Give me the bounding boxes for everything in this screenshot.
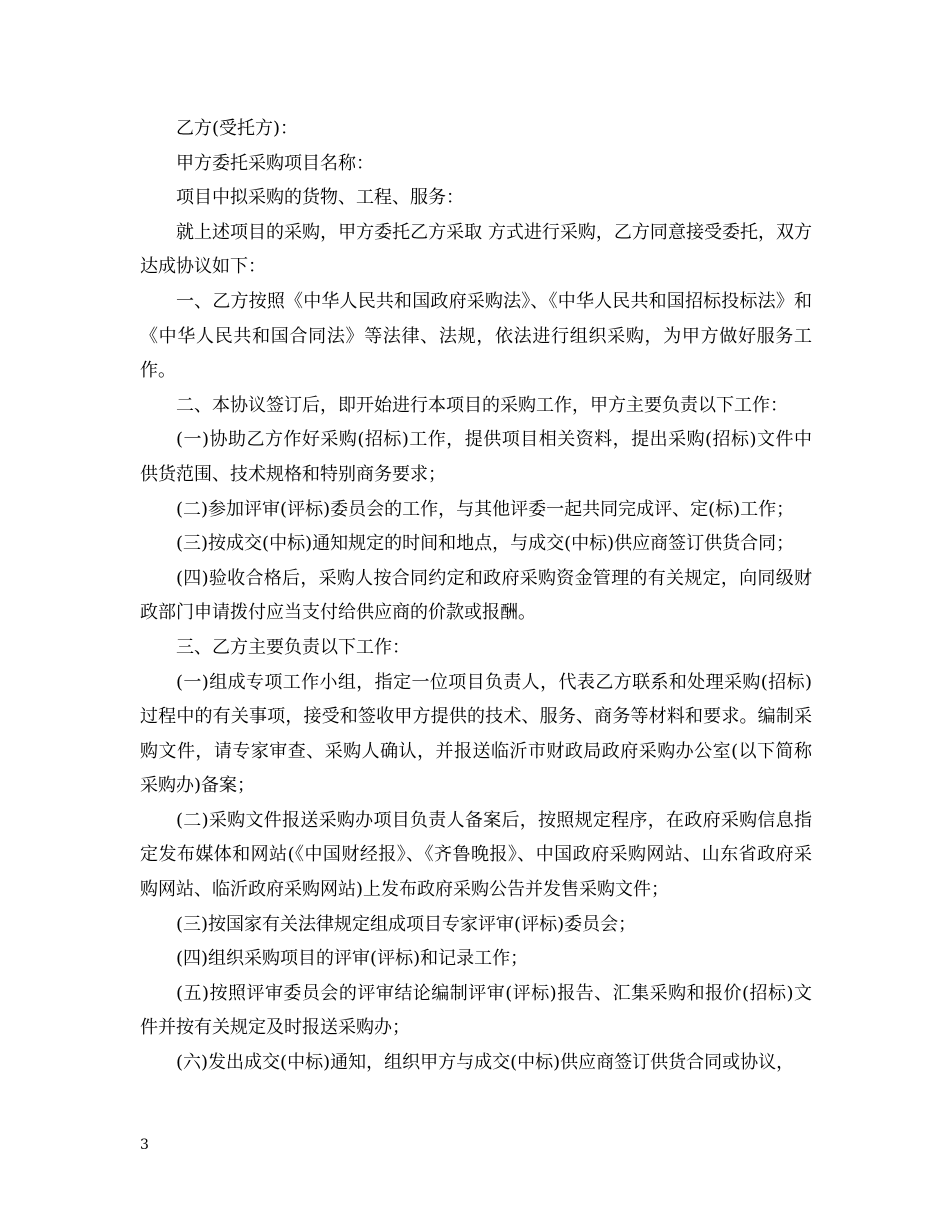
- paragraph-agreement-intro: 就上述项目的采购，甲方委托乙方采取 方式进行采购，乙方同意接受委托，双方达成协议如下：: [140, 221, 812, 278]
- paragraph-procurement-items: 项目中拟采购的货物、工程、服务：: [176, 187, 464, 209]
- paragraph-clause-2-item-1: (一)协助乙方作好采购(招标)工作，提供项目相关资料，提出采购(招标)文件中供货范围、技术规格和特别商务要求；: [140, 429, 812, 485]
- paragraph-party-b: 乙方(受托方)：: [176, 118, 299, 139]
- paragraph-clause-3-item-2: (二)采购文件报送采购办项目负责人备案后，按照规定程序，在政府采购信息指定发布媒体和网站(《中国财经报》、《齐鲁晚报》、中国政府采购网站、山东省政府采购网站、临沂政府采购网站)上发布政府采购公告并发售采购文件；: [140, 809, 812, 901]
- paragraph-clause-3-item-4: (四)组织采购项目的评审(评标)和记录工作；: [176, 948, 529, 970]
- paragraph-clause-3-item-6: (六)发出成交(中标)通知，组织甲方与成交(中标)供应商签订供货合同或协议，: [176, 1052, 795, 1074]
- paragraph-clause-3: 三、乙方主要负责以下工作：: [176, 636, 410, 658]
- page-number: 3: [140, 1137, 149, 1153]
- paragraph-clause-3-item-5: (五)按照评审委员会的评审结论编制评审(评标)报告、汇集采购和报价(招标)文件并按有关规定及时报送采购办；: [140, 982, 812, 1039]
- paragraph-clause-3-item-3: (三)按国家有关法律规定组成项目专家评审(评标)委员会；: [176, 913, 637, 935]
- paragraph-clause-3-item-1: (一)组成专项工作小组，指定一位项目负责人，代表乙方联系和处理采购(招标)过程中的有关事项，接受和签收甲方提供的技术、服务、商务等材料和要求。编制采购文件，请专家审查、采购人确认，并报送临沂市财政局政府采购办公室(以下简称采购办)备案；: [140, 671, 812, 797]
- paragraph-project-name: 甲方委托采购项目名称：: [176, 152, 374, 174]
- paragraph-clause-2-item-4: (四)验收合格后，采购人按合同约定和政府采购资金管理的有关规定，向同级财政部门申请拨付应当支付给供应商的价款或报酬。: [140, 567, 812, 624]
- paragraph-clause-2-item-2: (二)参加评审(评标)委员会的工作，与其他评委一起共同完成评、定(标)工作；: [176, 498, 795, 520]
- paragraph-clause-2: 二、本协议签订后，即开始进行本项目的采购工作，甲方主要负责以下工作：: [176, 394, 788, 416]
- body-text: [140, 112, 812, 1081]
- paragraph-clause-1: 一、乙方按照《中华人民共和国政府采购法》、《中华人民共和国招标投标法》和《中华人民共和国合同法》等法律、法规，依法进行组织采购，为甲方做好服务工作。: [140, 290, 812, 382]
- paragraph-clause-2-item-3: (三)按成交(中标)通知规定的时间和地点，与成交(中标)供应商签订供货合同；: [176, 533, 795, 555]
